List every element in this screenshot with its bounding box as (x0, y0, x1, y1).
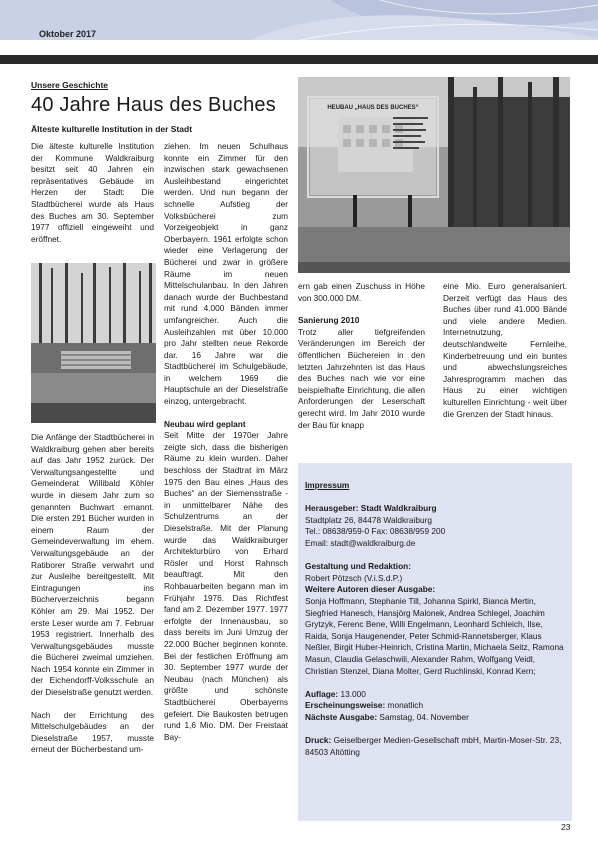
paragraph-today: eine Mio. Euro generalsaniert. Derzeit verfügt das Haus des Buches über rund 41.000 Bände und viele andere Medien. Internetnutzung, deutschlandweite Fernleihe, Kinderbetreuung und ein buntes und abwechslungsreiches Jahresprogramm machen das Haus zu einer wichtigen kulturellen Einrichtung - weit über die Grenzen der Stadt hinaus. (443, 281, 567, 419)
section-kicker: Unsere Geschichte (31, 80, 109, 90)
editorial-label: Gestaltung und Redaktion: (305, 561, 412, 572)
editor-name: Robert Pötzsch (V.i.S.d.P.) (305, 572, 403, 583)
article-subtitle: Älteste kulturelle Institution in der Stadt (31, 124, 193, 134)
frequency-line: Erscheinungsweise: monatlich (305, 700, 424, 711)
publisher-label: Herausgeber: Stadt Waldkraiburg (305, 503, 437, 514)
paragraph-subsidy: ern gab einen Zuschuss in Höhe von 300.000 DM. (298, 281, 425, 303)
paragraph-origins: Die Anfänge der Stadtbücherei in Waldkraiburg gehen aber bereits auf das Jahr 1952 zurück. Der Verwaltungsangestellte und Gemeinderat Willibald Köhler wurde in diesem Jahr zum so genannten Buchwart ernannt. Die ersten 291 Bücher wurden in einem Raum der Gemeindeverwaltung im ehem. Verwaltungsgebäude an der Ratiborer Straße verwahrt und zur Ausleihe bereitgestellt. Mit Eintragungen ins Bücherverzeichnis begann Köhler am 29. Mai 1952. Der erste Leser wurde am 7. Februar 1953 registriert. Innerhalb des Verwaltungsgebäudes musste die Bücherei zweimal umziehen. Nach 1954 konnte ein Zimmer in der Eichendorff-Volksschule an der Dieselstraße genutzt werden. (31, 432, 154, 698)
next-issue-line: Nächste Ausgabe: Samstag, 04. November (305, 711, 469, 722)
authors-label: Weitere Autoren dieser Ausgabe: (305, 584, 436, 595)
heading-renovation: Sanierung 2010 (298, 315, 360, 326)
heading-new-building: Neubau wird geplant (164, 418, 246, 429)
article-column-4 (443, 281, 567, 431)
photo-construction-forest (31, 263, 156, 423)
impressum (305, 480, 567, 758)
article-column-3 (298, 281, 425, 442)
paragraph-intro: Die älteste kulturelle Institution der Kommune Waldkraiburg besitzt seit 40 Jahren ein repräsentatives Gebäude im Herzen der Stadt: Die Stadtbücherei wurde als Haus des Buches am 30. September 1977 offiziell eingeweiht und eröffnet. (31, 141, 154, 244)
publisher-address: Stadtplatz 26, 84478 Waldkraiburg (305, 514, 432, 525)
article-column-1 (31, 432, 154, 767)
header-band (0, 0, 598, 40)
sign-text: HEUBAU „HAUS DES BUCHES“ (327, 105, 419, 111)
article-column-2 (164, 141, 288, 754)
paragraph-move-1957: Nach der Errichtung des Mittelschulgebäudes an der Dieselstraße 1957, musste erneut der Bücherbestand um- (31, 709, 154, 755)
publisher-email: Email: stadt@waldkraiburg.de (305, 537, 416, 548)
issue-date: Oktober 2017 (39, 29, 97, 39)
paragraph-school-years: ziehen. Im neuen Schulhaus konnte ein Zimmer für den inzwischen stark gewachsenen Ausleihbestand eingerichtet werden. Und nun begann der schnelle Aufstieg der Volksbücherei zum Vorzeigeobjekt in ganz Oberbayern. 1961 erfolgte schon wieder eine Verlagerung der Bücherei und zwar in größere Räume im neuen Mittelschulanbau. In den Jahren danach wurde der Buchbestand mit rund 4.000 Bänden immer umfangreicher. Auch die Ausleihzahlen mit über 10.000 pro Jahr stellten neue Rekorde dar. 16 Jahre war die Stadtbücherei im Schulgebäude, in welchem 1969 die Hauptschule an der Dieselstraße einzog, untergebracht. (164, 141, 288, 407)
photo-library-sign (298, 77, 570, 273)
circulation-line: Auflage: 13.000 (305, 688, 366, 699)
article-column-1-intro (31, 141, 154, 256)
paragraph-renovation: Trotz aller tiefgreifenden Veränderungen im Bereich der öffentlichen Büchereien in den letzten Jahrzehnten ist das Haus des Buches nach wie vor eine beispielhafte Einrichtung, die allen Anforderungen der Leserschaft gerecht wird. Im Jahr 2010 wurde der Bau für knapp (298, 326, 425, 430)
paragraph-new-building: Seit Mitte der 1970er Jahre zeigte sich, dass die bisherigen Räume zu klein wurden. Daher beschloss der Stadtrat im März 1975 den Bau eines „Haus des Buches“ an der Siemensstraße - in unmittelbarer Nähe des Schulzentrums an der Dieselstraße. Mit der Planung wurde das Waldkraiburger Architekturbüro von Erhard Rösler und Horst Rahnsch beauftragt. Mit den Rohbauarbeiten begann man im Frühjahr 1976. Das Richtfest fand am 2. Dezember 1977. 1977 erfolgte der Innenausbau, so dass bereits im Juni Umzug der 22.000 Bücher beginnen konnte. Bei der festlichen Eröffnung am 30. September 1977 wurde der Neubau (nach München) als größte und schönste Stadtbücherei Oberbayerns gefeiert. Die Baukosten betrugen rund 1,6 Mio. DM. Der Freistaat Bay- (164, 430, 288, 742)
publisher-phone: Tel.: 08638/959-0 Fax: 08638/959 200 (305, 526, 446, 537)
authors-list: Sonja Hoffmann, Stephanie Till, Johanna Spirkl, Bianca Mertin, Siegfried Hanesch, Hansjörg Malonek, Andrea Schlegel, Joachim Grytzyk, Ferenc Bene, Willi Engelmann, Leonhard Schleich, Ilse, Raida, Sonja Haugenender, Peter Schmid-Rannetsberger, Klaus Neßler, Birgit Huber-Heinrich, Cristina Martin, Michaela Seitz, Ramona Masun, Claudia Gelaschwili, Alexander Rahm, Wolfgang Veidl, Christian Stenzel, Diana Molter, Gerd Ruchlinski, Konrad Kern; (305, 595, 564, 676)
header-rule (0, 55, 598, 64)
article-title: 40 Jahre Haus des Buches (31, 94, 276, 116)
impressum-heading: Impressum (305, 480, 350, 490)
printer-line: Druck: Geiselberger Medien-Gesellschaft mbH, Martin-Moser-Str. 23, 84503 Altötting (305, 735, 562, 757)
page-number: 23 (561, 822, 571, 832)
